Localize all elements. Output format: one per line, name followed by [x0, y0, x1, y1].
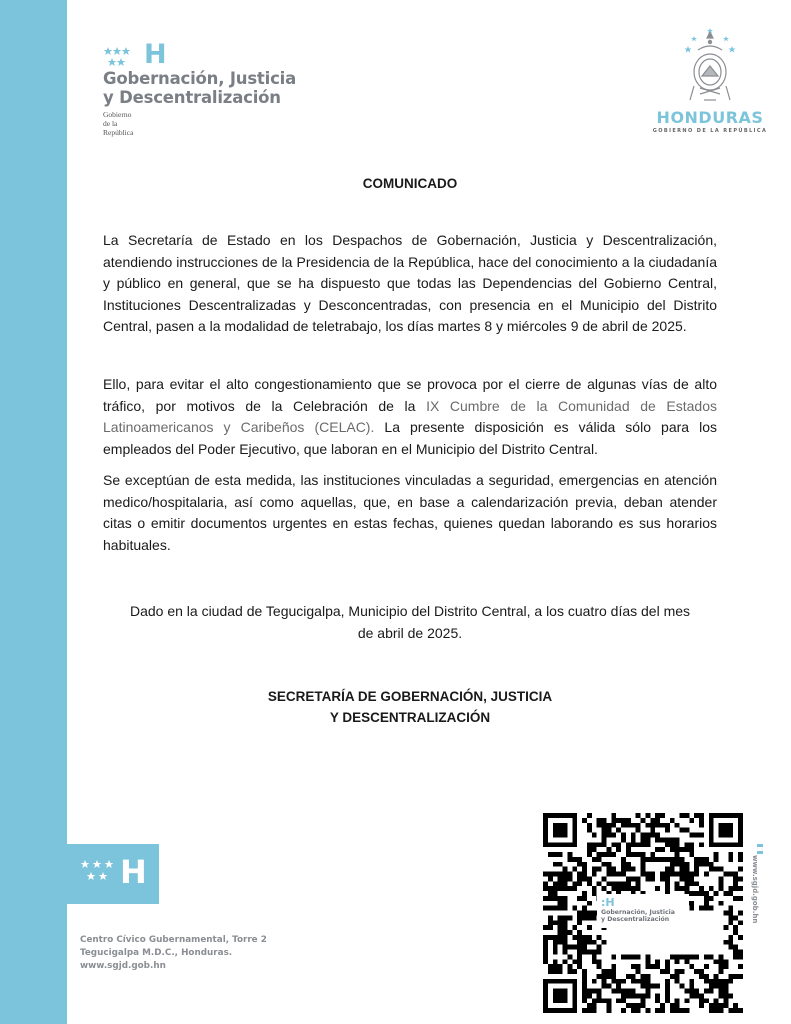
- vertical-website: www.sgjd.gob.hn: [751, 855, 759, 924]
- stars-icon: [80, 858, 118, 884]
- paragraph-2-part-a: Ello, para evitar el alto congestionamiento que se provoca por el cierre de algunas vías de alto tráfico, por motivos de la Celebración de la: [103, 376, 717, 414]
- qr-logo-name-line1: Gobernación, Justicia: [601, 909, 675, 916]
- closing-line-2: de abril de 2025.: [357, 624, 463, 641]
- government-subtitle: Gobierno de la República: [103, 110, 134, 137]
- signature-block: [103, 686, 717, 728]
- sidebar-stripe: [0, 0, 67, 1024]
- brand-h-mark: H: [144, 39, 167, 70]
- ministry-name-line2: y Descentralización: [103, 88, 281, 107]
- country-subtitle: GOBIERNO DE LA REPÚBLICA: [652, 128, 768, 134]
- qr-center-logo: [597, 894, 689, 928]
- closing-line-1: Dado en la ciudad de Tegucigalpa, Municipio del Distrito Central, a los cuatro días del mes: [129, 603, 691, 619]
- paragraph-1: La Secretaría de Estado en los Despachos de Gobernación, Justicia y Descentralización, atendiendo instrucciones de la Presidencia de la República, hace del conocimiento a la ciudadanía y público en general, que se ha dispuesto que todas las Dependencias del Gobierno Central, Instituciones Descentralizadas y Desconcentradas, con presencia en el Municipio del Distrito Central, pasen a la modalidad de teletrabajo, los días martes 8 y miércoles 9 de abril de 2025.: [103, 232, 717, 334]
- paragraph-3: Se exceptúan de esta medida, las instituciones vinculadas a seguridad, emergencias en atención medico/hospitalaria, así como aquellas, que, en base a calendarización previa, deban atender citas o emitir documentos urgentes en estas fechas, quienes quedan laborando es sus horarios habituales.: [103, 472, 717, 553]
- coat-of-arms-icon: [682, 28, 738, 106]
- signature-line-2: Y DESCENTRALIZACIÓN: [329, 710, 491, 725]
- paragraph-2: [103, 374, 717, 460]
- flag-stripes-icon: [757, 844, 763, 854]
- website-link[interactable]: www.sgjd.gob.hn: [80, 961, 166, 971]
- footer-logo: [67, 844, 159, 904]
- signature-line-1: SECRETARÍA DE GOBERNACIÓN, JUSTICIA: [267, 689, 553, 704]
- document-title: COMUNICADO: [362, 176, 458, 191]
- footer-h-mark: H: [120, 853, 147, 891]
- ministry-name-line1: Gobernación, Justicia: [103, 69, 297, 88]
- footer-address: [80, 934, 267, 973]
- qr-logo-mark: :H: [601, 896, 615, 909]
- ministry-name: [103, 69, 343, 107]
- qr-logo-name-line2: y Descentralización: [601, 916, 670, 923]
- stars-icon: [103, 46, 141, 68]
- qr-logo-name: [601, 909, 675, 923]
- paragraph-2-event-name: IX Cumbre de la Comunidad de Estados Latinoamericanos y Caribeños (CELAC).: [103, 397, 718, 435]
- address-line-1: Centro Cívico Gubernamental, Torre 2: [80, 935, 267, 945]
- paragraph-2-part-b: La presente disposición es válida sólo para los empleados del Poder Ejecutivo, que laboran en el Municipio del Distrito Central.: [103, 419, 717, 457]
- country-wordmark: HONDURAS: [656, 108, 764, 127]
- address-line-2: Tegucigalpa M.D.C., Honduras.: [80, 948, 233, 958]
- closing-statement: [103, 601, 717, 644]
